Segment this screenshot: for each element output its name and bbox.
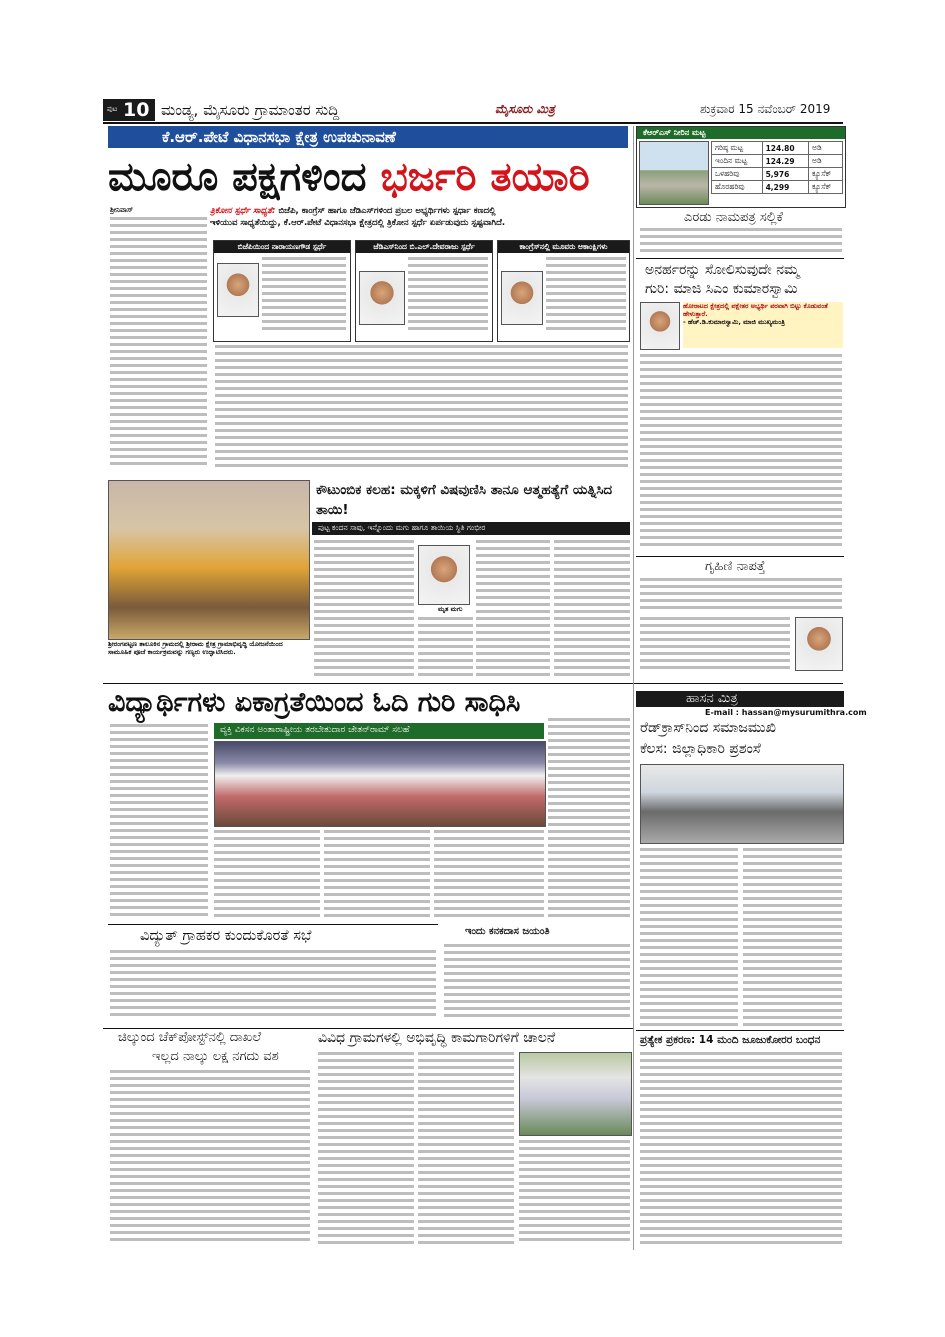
bjp-box-title: ಬಿಜೆಪಿಯಿಂದ ನಾರಾಯಣಗೌಡ ಸ್ಪರ್ಧೆ — [214, 241, 350, 253]
event-photo-caption: ಶ್ರೀರಂಗಪಟ್ಟಣ ತಾಲೂಕಿನ ಗ್ರಾಮದಲ್ಲಿ ಶ್ರೀರಾಮ ಕ್ಷೇತ್ರ ಗ್ರಾಮಾಭಿವೃದ್ಧಿ ಯೋಜನೆಯಿಂದ ಸಾಮೂಹಿಕ ಪೂಜೆ ಕಾರ್ಯಕ್ರಮವನ್ನು ಗಣ್ಯರು ಉದ್ಘಾಟಿಸಿದರು. — [108, 640, 283, 656]
jds-candidate-box — [355, 240, 493, 342]
bjp-box-text — [262, 257, 346, 337]
hassan-email: E-mail : hassan@mysurumithra.com — [705, 708, 867, 717]
masthead-logo: ಮೈಸೂರು ಮಿತ್ರ — [495, 102, 555, 116]
gambling-rule — [636, 1030, 844, 1031]
students-subhead-bar — [214, 723, 544, 739]
students-subhead: ವ್ಯಕ್ತಿ ವಿಕಸನ ಅಂತಾರಾಷ್ಟ್ರೀಯ ತರಬೇತುದಾರ ಚೇತನ್‌ರಾಮ್ ಸಲಹೆ — [220, 725, 410, 735]
hdk-photo — [640, 302, 680, 350]
family-body-col2 — [418, 617, 473, 680]
dam-photo — [639, 141, 709, 205]
lead-deck-line2: ಇಳಿಯುವ ಸಾಧ್ಯತೆಯಿದ್ದು, ಕೆ.ಆರ್.ಪೇಟೆ ವಿಧಾನಸಭಾ ಕ್ಷೇತ್ರದಲ್ಲಿ ತ್ರಿಕೋನ ಸ್ಪರ್ಧೆ ಏರ್ಪಡುವುದು ಸ್ಪಷ್ಟವಾಗಿದೆ. — [210, 218, 506, 228]
dam-level-row — [712, 181, 843, 194]
family-body-col3 — [476, 540, 550, 680]
lead-body-column-1 — [110, 217, 207, 472]
family-headline-box — [312, 480, 630, 520]
hassan-headline-line1: ರೆಡ್‌ಕ್ರಾಸ್‌ನಿಂದ ಸಮಾಜಮುಖಿ — [640, 720, 776, 736]
gambling-body — [640, 1052, 842, 1248]
page-number-badge — [103, 99, 155, 121]
dam-row-value: 124.29 — [762, 155, 808, 168]
dam-row-unit: ಅಡಿ — [809, 142, 843, 155]
hdk-body — [640, 354, 842, 554]
hdk-headline-line1: ಅನರ್ಹರನ್ನು ಸೋಲಿಸುವುದೇ ನಮ್ಮ — [645, 262, 800, 278]
bjp-candidate-box — [213, 240, 351, 342]
hdk-quote — [683, 302, 843, 348]
right-column-divider — [633, 126, 634, 1250]
family-body-col4 — [554, 540, 630, 680]
hassan-body-col2 — [743, 848, 842, 1028]
nominations-body — [640, 228, 842, 258]
students-photo — [214, 741, 546, 827]
lead-headline — [108, 150, 590, 204]
lead-deck — [210, 205, 628, 235]
nominations-headline: ಎರಡು ನಾಮಪತ್ರ ಸಲ್ಲಿಕೆ — [684, 210, 783, 225]
missing-rule — [636, 556, 844, 557]
students-body-col2 — [214, 830, 320, 922]
dam-level-box — [636, 126, 846, 208]
congress-candidate-box — [497, 240, 630, 342]
hassan-banner — [636, 691, 844, 707]
dam-row-label: ಹೊರಹರಿವು — [712, 181, 763, 194]
congress-box-text — [546, 257, 626, 337]
hdk-headline-line2: ಗುರಿ: ಮಾಜಿ ಸಿಎಂ ಕುಮಾರಸ್ವಾಮಿ — [645, 281, 798, 297]
jds-candidate-photo — [359, 271, 405, 325]
lead-deck-label: ತ್ರಿಕೋನ ಸ್ಪರ್ಧೆ ಸಾಧ್ಯತೆ: — [210, 206, 276, 216]
dam-row-unit: ಕ್ಯೂಸೆಕ್ — [809, 181, 843, 194]
dam-row-label: ಒಳಹರಿವು — [712, 168, 763, 181]
lead-byline: ಶ್ರೀನಿವಾಸ್ — [110, 205, 134, 214]
dam-row-unit: ಅಡಿ — [809, 155, 843, 168]
lead-kicker: ಕೆ.ಆರ್.ಪೇಟೆ ವಿಧಾನಸಭಾ ಕ್ಷೇತ್ರ ಉಪಚುನಾವಣೆ — [162, 128, 396, 146]
family-body-col1 — [314, 540, 414, 680]
family-subhead: ಪುಟ್ಟ ಕಂದನ ಸಾವು, ಇನ್ನೊಂದು ಮಗು ಹಾಗೂ ತಾಯಿಯ ಸ್ಥಿತಿ ಗಂಭೀರ — [318, 523, 486, 532]
nominations-rule — [636, 258, 844, 259]
page-header — [103, 99, 843, 121]
students-body-col5 — [548, 718, 630, 922]
dam-title: ಕೆಆರ್‌ಎಸ್ ನೀರಿನ ಮಟ್ಟ — [643, 128, 706, 137]
hassan-photo — [640, 764, 844, 844]
child-photo-caption: ಮೃತ ಮಗು — [438, 605, 463, 613]
event-photo — [108, 480, 310, 640]
child-photo — [418, 545, 470, 605]
lead-kicker-bar — [108, 126, 628, 148]
villages-body-col1 — [318, 1052, 414, 1248]
dam-level-table — [711, 141, 843, 194]
dam-level-row — [712, 155, 843, 168]
page-number: 10 — [123, 99, 150, 121]
checkpost-body — [110, 1070, 310, 1248]
family-headline: ಕೌಟುಂಬಿಕ ಕಲಹ: ಮಕ್ಕಳಿಗೆ ವಿಷವುಣಿಸಿ ತಾನೂ ಆತ್ಮಹತ್ಯೆಗೆ ಯತ್ನಿಸಿದ ತಾಯಿ! — [316, 482, 613, 518]
kanaka-body — [444, 944, 630, 1024]
checkpost-headline-line1: ಚಿಲ್ಕುಂದ ಚೆಕ್‌ಪೋಸ್ಟ್‌ನಲ್ಲಿ ದಾಖಲೆ — [118, 1030, 262, 1045]
dam-row-value: 5,976 — [762, 168, 808, 181]
dam-title-bar — [637, 127, 845, 139]
hdk-quote-text: ಹೋರಾಟದ ಕ್ಷೇತ್ರದಲ್ಲಿ ಪಕ್ಷೇತರ ಅಭ್ಯರ್ಥಿ ಪರವಾಗಿ ಬಿಟ್ಟು ಕೊಡುವಂತೆ ಹೇಳುತ್ತಾರೆ. — [683, 302, 828, 318]
lower-rule — [103, 1028, 633, 1029]
missing-woman-photo — [795, 617, 843, 671]
missing-body — [640, 617, 790, 677]
lead-headline-black: ಮೂರೂ ಪಕ್ಷಗಳಿಂದ — [108, 154, 367, 200]
family-subhead-bar — [312, 522, 630, 535]
dam-row-unit: ಕ್ಯೂಸೆಕ್ — [809, 168, 843, 181]
power-headline: ವಿದ್ಯುತ್ ಗ್ರಾಹಕರ ಕುಂದುಕೊರತೆ ಸಭೆ — [140, 928, 312, 944]
hassan-banner-title: ಹಾಸನ ಮಿತ್ರ — [686, 691, 738, 706]
hassan-headline-line2: ಕೆಲಸ: ಜಿಲ್ಲಾಧಿಕಾರಿ ಪ್ರಶಂಸೆ — [640, 741, 761, 757]
missing-body-top — [640, 578, 842, 616]
jds-box-title: ಜೆಡಿಎಸ್‌ನಿಂದ ಬಿ.ಎಲ್.ದೇವರಾಜು ಸ್ಪರ್ಧೆ — [356, 241, 492, 253]
checkpost-headline-line2: ಇಲ್ಲದ ನಾಲ್ಕು ಲಕ್ಷ ನಗದು ವಶ — [152, 1049, 279, 1064]
villages-photo — [519, 1052, 632, 1136]
dam-level-row — [712, 168, 843, 181]
students-body-col4 — [434, 830, 544, 922]
dam-row-value: 124.80 — [762, 142, 808, 155]
villages-body-col2 — [418, 1052, 514, 1248]
dam-row-label: ಇಂದಿನ ಮಟ್ಟ — [712, 155, 763, 168]
power-rule — [108, 924, 438, 925]
hassan-body-col1 — [640, 848, 738, 1028]
lead-headline-red: ಭರ್ಜರಿ ತಯಾರಿ — [380, 154, 590, 200]
students-headline: ವಿದ್ಯಾರ್ಥಿಗಳು ಏಕಾಗ್ರತೆಯಿಂದ ಓದಿ ಗುರಿ ಸಾಧಿಸಿ — [108, 687, 521, 718]
missing-headline: ಗೃಹಿಣಿ ನಾಪತ್ತೆ — [705, 559, 766, 574]
page-label: ಪುಟ — [107, 105, 118, 113]
power-body — [110, 950, 436, 1024]
students-body-col3 — [324, 830, 430, 922]
congress-candidate-photo — [501, 271, 543, 325]
section-title: ಮಂಡ್ಯ, ಮೈಸೂರು ಗ್ರಾಮಾಂತರ ಸುದ್ದಿ — [161, 101, 340, 119]
mid-rule — [103, 683, 843, 684]
gambling-headline: ಪ್ರತ್ಯೇಕ ಪ್ರಕರಣ: 14 ಮಂದಿ ಜೂಜುಕೋರರ ಬಂಧನ — [640, 1034, 821, 1046]
villages-headline: ವಿವಿಧ ಗ್ರಾಮಗಳಲ್ಲಿ ಅಭಿವೃದ್ಧಿ ಕಾಮಗಾರಿಗಳಿಗೆ ಚಾಲನೆ — [318, 1030, 556, 1046]
header-rule — [103, 122, 843, 124]
lead-deck-line1: ಬಿಜೆಪಿ, ಕಾಂಗ್ರೆಸ್ ಹಾಗೂ ಜೆಡಿಎಸ್‌ಗಳಿಂದ ಪ್ರಬಲ ಅಭ್ಯರ್ಥಿಗಳು ಸ್ಪರ್ಧಾ ಕಣದಲ್ಲಿ — [278, 206, 496, 216]
dam-level-row — [712, 142, 843, 155]
dam-row-label: ಗರಿಷ್ಠ ಮಟ್ಟ — [712, 142, 763, 155]
bjp-candidate-photo — [217, 263, 259, 317]
villages-body-col3 — [519, 1140, 630, 1248]
students-body-col1 — [110, 724, 208, 922]
issue-date: ಶುಕ್ರವಾರ 15 ನವೆಂಬರ್ 2019 — [700, 102, 831, 116]
lead-body-columns — [215, 345, 628, 472]
jds-box-text — [408, 257, 488, 337]
hdk-quote-by: - ಹೆಚ್.ಡಿ.ಕುಮಾರಸ್ವಾಮಿ, ಮಾಜಿ ಮುಖ್ಯಮಂತ್ರಿ — [683, 318, 785, 326]
kanaka-headline: ಇಂದು ಕನಕದಾಸ ಜಯಂತಿ — [465, 926, 550, 937]
dam-row-value: 4,299 — [762, 181, 808, 194]
congress-box-title: ಕಾಂಗ್ರೆಸ್‌ನಲ್ಲಿ ಮೂವರು ಆಕಾಂಕ್ಷಿಗಳು — [498, 241, 629, 253]
